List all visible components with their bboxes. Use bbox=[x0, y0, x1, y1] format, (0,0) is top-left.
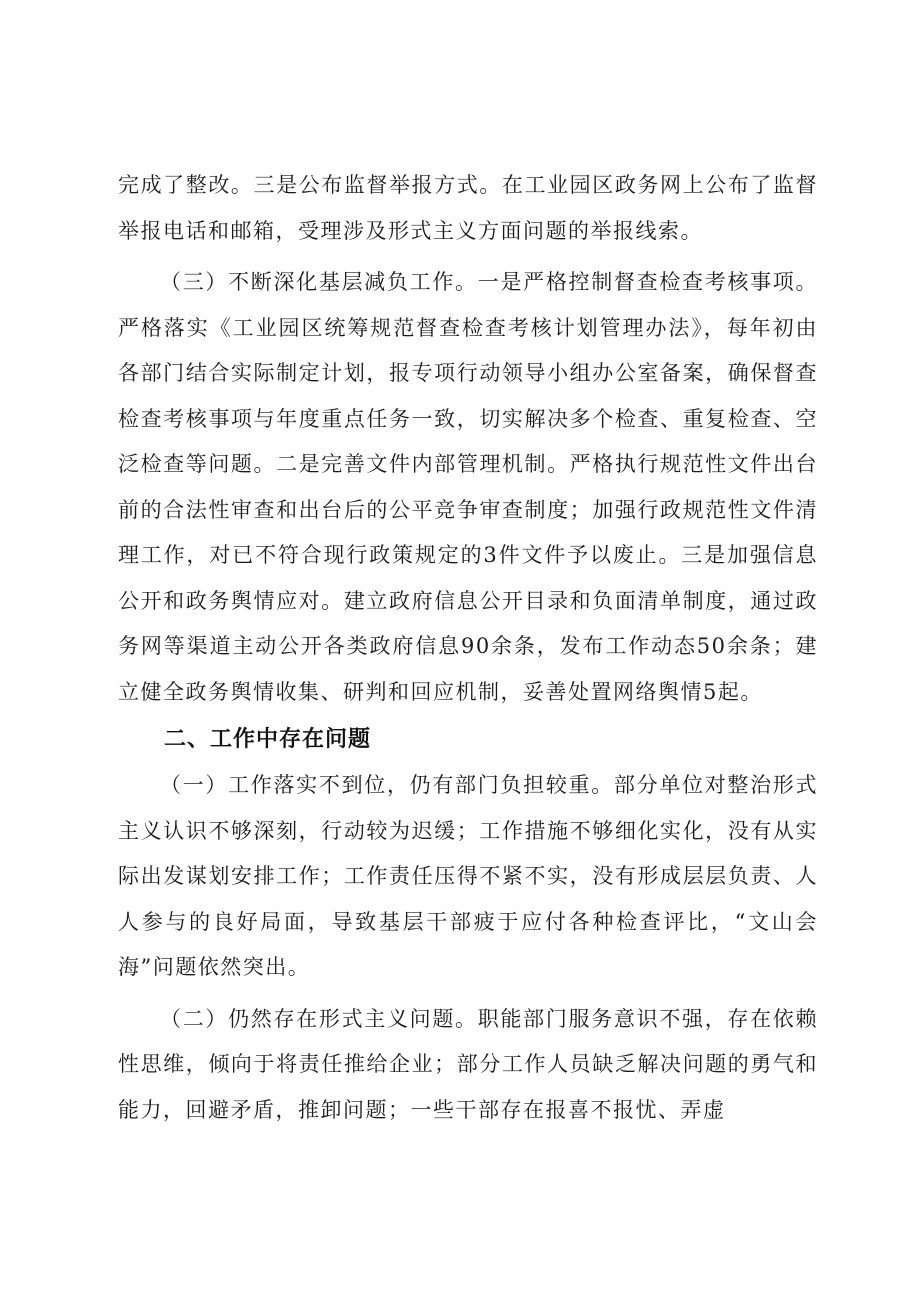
section-heading: 二、工作中存在问题 bbox=[164, 727, 372, 752]
paragraph-problem-two: （二）仍然存在形式主义问题。职能部门服务意识不强，存在依赖性思维，倾向于将责任推给企业；部分工作人员缺乏解决问题的勇气和能力，回避矛盾，推卸问题；一些干部存在报喜不报忧、弄虚 bbox=[118, 1006, 818, 1122]
paragraph-reduce-burden: （三）不断深化基层减负工作。一是严格控制督查检查考核事项。严格落实《工业园区统筹规范督查检查考核计划管理办法》，每年初由各部门结合实际制定计划，报专项行动领导小组办公室备案，确保督查检查考核事项与年度重点任务一致，切实解决多个检查、重复检查、空泛检查等问题。二是完善文件内部管理机制。严格执行规范性文件出台前的合法性审查和出台后的公平竞争审查制度；加强行政规范性文件清理工作，对已不符合现行政策规定的3件文件予以废止。三是加强信息公开和政务舆情应对。建立政府信息公开目录和负面清单制度，通过政务网等渠道主动公开各类政府信息90余条，发布工作动态50余条；建立健全政务舆情收集、研判和回应机制，妥善处置网络舆情5起。 bbox=[118, 270, 818, 704]
paragraph-continuation: 完成了整改。三是公布监督举报方式。在工业园区政务网上公布了监督举报电话和邮箱，受理涉及形式主义方面问题的举报线索。 bbox=[118, 173, 818, 243]
document-body bbox=[118, 163, 818, 1133]
paragraph-problem-one: （一）工作落实不到位，仍有部门负担较重。部分单位对整治形式主义认识不够深刻，行动较为迟缓；工作措施不够细化实化，没有从实际出发谋划安排工作；工作责任压得不紧不实，没有形成层层负责、人人参与的良好局面，导致基层干部疲于应付各种检查评比，“文山会海”问题依然突出。 bbox=[118, 773, 818, 979]
